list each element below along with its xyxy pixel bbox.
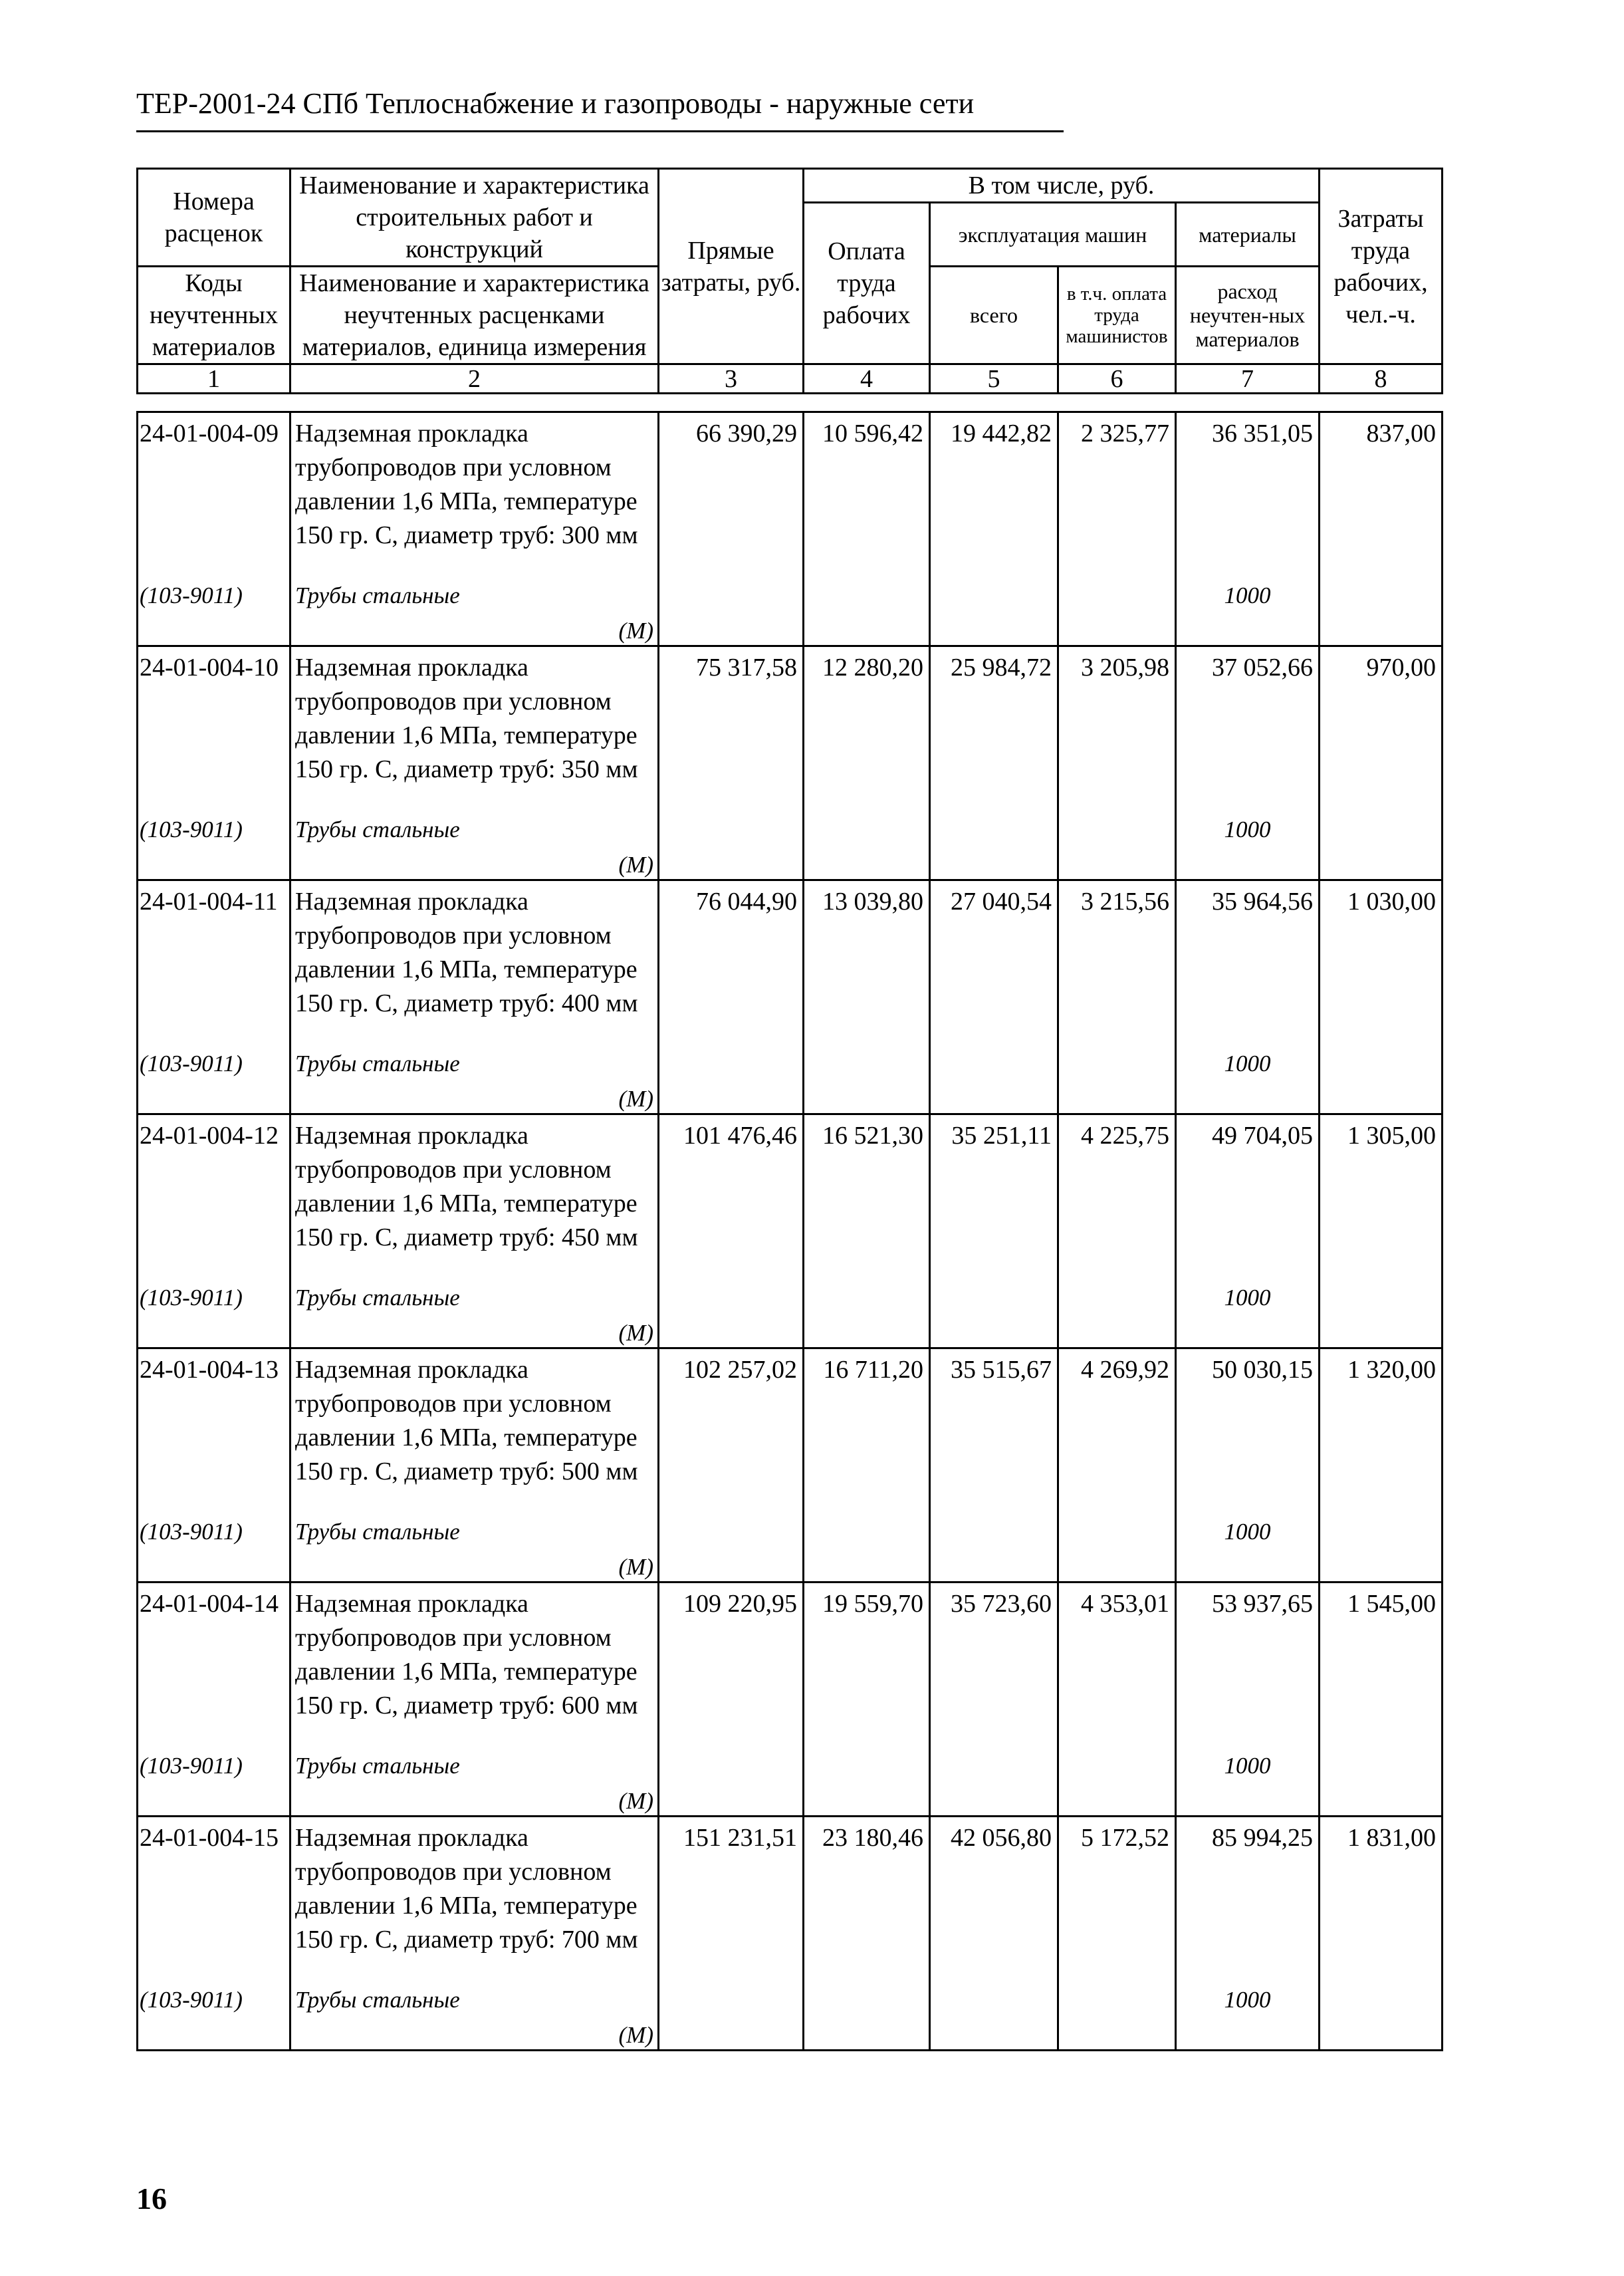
labor-pay: 23 180,46 bbox=[822, 1824, 923, 1852]
material-type: (М) bbox=[618, 618, 653, 644]
labor-hours: 1 030,00 bbox=[1347, 888, 1436, 916]
header-col7: расход неучтен-ных материалов bbox=[1176, 267, 1320, 364]
labor-hours: 970,00 bbox=[1366, 654, 1436, 682]
machinists-pay: 5 172,52 bbox=[1081, 1824, 1169, 1852]
header-col6: в т.ч. оплата труда машинистов bbox=[1058, 267, 1176, 364]
rate-code: 24-01-004-10 bbox=[140, 654, 279, 682]
labor-pay: 13 039,80 bbox=[822, 888, 923, 916]
direct-costs: 76 044,90 bbox=[696, 888, 797, 916]
labor-hours: 1 545,00 bbox=[1347, 1590, 1436, 1618]
material-name: Трубы стальные bbox=[295, 1051, 460, 1076]
rate-code: 24-01-004-13 bbox=[140, 1356, 279, 1384]
header-num: 7 bbox=[1176, 364, 1320, 394]
header-num: 3 bbox=[659, 364, 804, 394]
material-name: Трубы стальные bbox=[295, 1987, 460, 2013]
direct-costs: 102 257,02 bbox=[683, 1356, 797, 1384]
labor-hours: 1 831,00 bbox=[1347, 1824, 1436, 1852]
labor-hours: 837,00 bbox=[1366, 420, 1436, 447]
machinists-pay: 3 215,56 bbox=[1081, 888, 1169, 916]
table-header bbox=[136, 168, 1443, 394]
table-row bbox=[138, 1348, 1443, 1582]
material-qty: 1000 bbox=[1224, 1285, 1271, 1311]
header-col5: всего bbox=[930, 267, 1058, 364]
material-name: Трубы стальные bbox=[295, 582, 460, 608]
material-code: (103-9011) bbox=[140, 1987, 243, 2013]
rate-name: Надземная прокладка трубопроводов при условном давлении 1,6 МПа, температуре 150 гр. С, диаметр труб: 400 мм bbox=[295, 888, 638, 1017]
machines-total: 42 056,80 bbox=[951, 1824, 1052, 1852]
table-row bbox=[138, 412, 1443, 646]
rates-table bbox=[136, 411, 1443, 2051]
rate-code: 24-01-004-14 bbox=[140, 1590, 279, 1618]
table-row bbox=[138, 1114, 1443, 1348]
material-type: (М) bbox=[618, 852, 653, 878]
direct-costs: 109 220,95 bbox=[683, 1590, 797, 1618]
material-code: (103-9011) bbox=[140, 1285, 243, 1311]
material-type: (М) bbox=[618, 1086, 653, 1112]
machines-total: 19 442,82 bbox=[951, 420, 1052, 447]
page-number: 16 bbox=[136, 2182, 167, 2215]
header-col3: Прямые затраты, руб. bbox=[659, 169, 804, 364]
machinists-pay: 3 205,98 bbox=[1081, 654, 1169, 682]
material-qty: 1000 bbox=[1224, 817, 1271, 842]
materials-cost: 85 994,25 bbox=[1212, 1824, 1313, 1852]
direct-costs: 151 231,51 bbox=[683, 1824, 797, 1852]
material-name: Трубы стальные bbox=[295, 1753, 460, 1779]
machines-total: 35 515,67 bbox=[951, 1356, 1052, 1384]
rate-name: Надземная прокладка трубопроводов при условном давлении 1,6 МПа, температуре 150 гр. С, диаметр труб: 500 мм bbox=[295, 1356, 638, 1485]
header-col8: Затраты труда рабочих, чел.-ч. bbox=[1320, 169, 1443, 364]
machines-total: 35 723,60 bbox=[951, 1590, 1052, 1618]
header-materials: материалы bbox=[1176, 203, 1320, 267]
machines-total: 35 251,11 bbox=[951, 1122, 1052, 1150]
machines-total: 25 984,72 bbox=[951, 654, 1052, 682]
material-code: (103-9011) bbox=[140, 1753, 243, 1779]
direct-costs: 66 390,29 bbox=[696, 420, 797, 447]
material-code: (103-9011) bbox=[140, 1051, 243, 1076]
labor-hours: 1 320,00 bbox=[1347, 1356, 1436, 1384]
table-row bbox=[138, 646, 1443, 880]
materials-cost: 49 704,05 bbox=[1212, 1122, 1313, 1150]
machines-total: 27 040,54 bbox=[951, 888, 1052, 916]
rate-name: Надземная прокладка трубопроводов при условном давлении 1,6 МПа, температуре 150 гр. С, диаметр труб: 350 мм bbox=[295, 654, 638, 783]
header-col2-top: Наименование и характеристика строительных работ и конструкций bbox=[290, 169, 659, 267]
header-col1-top: Номера расценок bbox=[138, 169, 290, 267]
header-col4: Оплата труда рабочих bbox=[804, 203, 930, 364]
material-qty: 1000 bbox=[1224, 1753, 1271, 1779]
machinists-pay: 4 225,75 bbox=[1081, 1122, 1169, 1150]
material-type: (М) bbox=[618, 1320, 653, 1346]
materials-cost: 37 052,66 bbox=[1212, 654, 1313, 682]
header-col2-bottom: Наименование и характеристика неучтенных расценками материалов, единица измерения bbox=[290, 267, 659, 364]
material-name: Трубы стальные bbox=[295, 1519, 460, 1545]
materials-cost: 53 937,65 bbox=[1212, 1590, 1313, 1618]
labor-pay: 10 596,42 bbox=[822, 420, 923, 447]
header-num: 2 bbox=[290, 364, 659, 394]
materials-cost: 35 964,56 bbox=[1212, 888, 1313, 916]
labor-hours: 1 305,00 bbox=[1347, 1122, 1436, 1150]
header-num: 4 bbox=[804, 364, 930, 394]
rate-name: Надземная прокладка трубопроводов при условном давлении 1,6 МПа, температуре 150 гр. С, диаметр труб: 700 мм bbox=[295, 1824, 638, 1954]
direct-costs: 75 317,58 bbox=[696, 654, 797, 682]
material-type: (М) bbox=[618, 1554, 653, 1580]
labor-pay: 16 521,30 bbox=[822, 1122, 923, 1150]
materials-cost: 50 030,15 bbox=[1212, 1356, 1313, 1384]
material-code: (103-9011) bbox=[140, 1519, 243, 1545]
material-qty: 1000 bbox=[1224, 1987, 1271, 2013]
material-qty: 1000 bbox=[1224, 582, 1271, 608]
rate-code: 24-01-004-11 bbox=[140, 888, 278, 916]
material-name: Трубы стальные bbox=[295, 1285, 460, 1311]
direct-costs: 101 476,46 bbox=[683, 1122, 797, 1150]
machinists-pay: 4 269,92 bbox=[1081, 1356, 1169, 1384]
rate-name: Надземная прокладка трубопроводов при условном давлении 1,6 МПа, температуре 150 гр. С, диаметр труб: 600 мм bbox=[295, 1590, 638, 1719]
header-num: 8 bbox=[1320, 364, 1443, 394]
material-name: Трубы стальные bbox=[295, 817, 460, 842]
material-type: (М) bbox=[618, 2022, 653, 2048]
machinists-pay: 2 325,77 bbox=[1081, 420, 1169, 447]
title-rule bbox=[136, 130, 1064, 132]
labor-pay: 16 711,20 bbox=[823, 1356, 923, 1384]
labor-pay: 12 280,20 bbox=[822, 654, 923, 682]
rate-name: Надземная прокладка трубопроводов при условном давлении 1,6 МПа, температуре 150 гр. С, диаметр труб: 450 мм bbox=[295, 1122, 638, 1251]
table-row bbox=[138, 880, 1443, 1114]
table-row bbox=[138, 1582, 1443, 1817]
header-group: В том числе, руб. bbox=[804, 169, 1320, 203]
material-type: (М) bbox=[618, 1788, 653, 1814]
rate-code: 24-01-004-15 bbox=[140, 1824, 279, 1852]
header-machines: эксплуатация машин bbox=[930, 203, 1176, 267]
materials-cost: 36 351,05 bbox=[1212, 420, 1313, 447]
material-code: (103-9011) bbox=[140, 817, 243, 842]
header-num: 6 bbox=[1058, 364, 1176, 394]
labor-pay: 19 559,70 bbox=[822, 1590, 923, 1618]
page-title: ТЕР-2001-24 СПб Теплоснабжение и газопроводы - наружные сети bbox=[136, 87, 975, 120]
header-col1-bottom: Коды неучтенных материалов bbox=[138, 267, 290, 364]
rate-code: 24-01-004-12 bbox=[140, 1122, 279, 1150]
material-code: (103-9011) bbox=[140, 582, 243, 608]
header-num: 5 bbox=[930, 364, 1058, 394]
material-qty: 1000 bbox=[1224, 1051, 1271, 1076]
table-row bbox=[138, 1817, 1443, 2051]
material-qty: 1000 bbox=[1224, 1519, 1271, 1545]
header-num: 1 bbox=[138, 364, 290, 394]
rate-code: 24-01-004-09 bbox=[140, 420, 279, 447]
machinists-pay: 4 353,01 bbox=[1081, 1590, 1169, 1618]
rate-name: Надземная прокладка трубопроводов при условном давлении 1,6 МПа, температуре 150 гр. С, диаметр труб: 300 мм bbox=[295, 420, 638, 549]
